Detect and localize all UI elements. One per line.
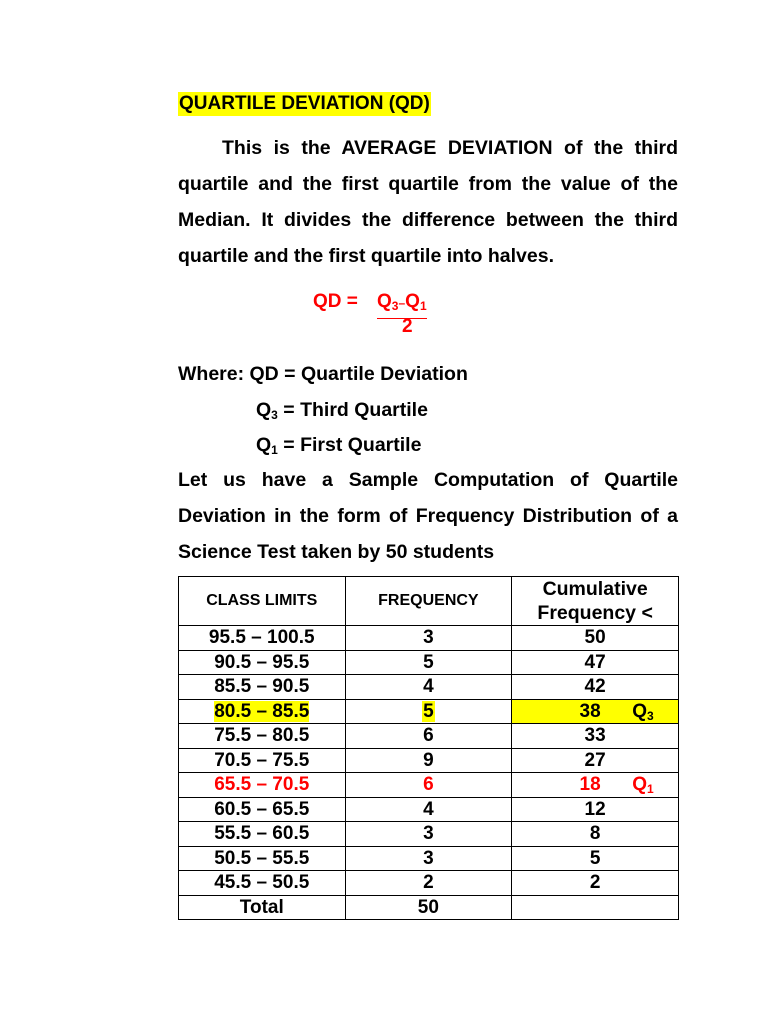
formula-q1-sub: 1 (419, 299, 427, 313)
cell-cumulative (512, 773, 679, 798)
formula-minus: – (398, 296, 406, 310)
definition-paragraph: This is the AVERAGE DEVIATION of the third quartile and the first quartile from the value of the Median. It divides the difference between the third quartile and the first quartile into halves. (178, 137, 678, 267)
q1-definition-text: = First Quartile (283, 434, 422, 456)
cell-cumulative (512, 675, 679, 700)
cell-class-limits: 75.5 – 80.5 (179, 724, 346, 749)
quartile-tag-letter: Q (632, 700, 648, 722)
header-frequency: FREQUENCY (345, 577, 512, 626)
table-row (179, 822, 679, 847)
where-line: Where: QD = Quartile Deviation (178, 363, 468, 385)
cell-cumulative (512, 699, 679, 724)
cell-class-limits (179, 699, 346, 724)
cell-cumulative (512, 822, 679, 847)
quartile-tag-letter: Q (632, 774, 648, 795)
cumulative-value: 38 (579, 700, 601, 722)
formula-lhs: QD = (313, 291, 358, 312)
table-row (179, 871, 679, 896)
total-value: 50 (345, 895, 512, 920)
quartile-tag-sub: 1 (647, 782, 654, 796)
cell-cumulative (512, 846, 679, 871)
cell-cumulative (512, 797, 679, 822)
cumulative-value: 50 (584, 627, 606, 648)
cell-frequency: 6 (345, 724, 512, 749)
cell-frequency: 2 (345, 871, 512, 896)
cell-cumulative (512, 748, 679, 773)
cell-frequency: 6 (345, 773, 512, 798)
cumulative-value: 33 (584, 725, 606, 746)
table-total-row (179, 895, 679, 920)
table-row (179, 797, 679, 822)
table-header-row (179, 577, 679, 626)
formula-q3-sub: 3 (391, 299, 399, 313)
table-row (179, 650, 679, 675)
q3-definition-text: = Third Quartile (283, 399, 428, 421)
q3-definition (256, 397, 428, 428)
cell-frequency: 4 (345, 675, 512, 700)
q3-class-limits: 80.5 – 85.5 (214, 700, 310, 722)
formula-q3: Q (377, 291, 392, 312)
quartile-tag-sub: 3 (647, 708, 654, 723)
total-label: Total (179, 895, 346, 920)
frequency-table (178, 576, 679, 920)
cell-class-limits: 85.5 – 90.5 (179, 675, 346, 700)
cell-frequency: 9 (345, 748, 512, 773)
cell-cumulative (512, 650, 679, 675)
cell-cumulative (512, 871, 679, 896)
header-cumulative-line1: Cumulative (542, 578, 648, 600)
header-cumulative (512, 577, 679, 626)
cell-frequency: 3 (345, 626, 512, 651)
table-row (179, 846, 679, 871)
cumulative-value: 8 (589, 823, 601, 844)
cell-cumulative (512, 724, 679, 749)
cumulative-value: 18 (579, 774, 601, 795)
q3-frequency: 5 (423, 700, 434, 722)
cell-class-limits: 50.5 – 55.5 (179, 846, 346, 871)
cell-class-limits: 60.5 – 65.5 (179, 797, 346, 822)
cumulative-value: 47 (584, 651, 606, 673)
cumulative-value: 27 (584, 749, 606, 771)
cell-class-limits: 90.5 – 95.5 (179, 650, 346, 675)
header-cumulative-line2: Frequency < (537, 602, 653, 624)
cumulative-value: 42 (584, 676, 606, 697)
total-cumulative-empty (512, 895, 679, 920)
section-heading: QUARTILE DEVIATION (QD) (179, 93, 430, 114)
q1-definition (256, 432, 421, 463)
cumulative-value: 2 (589, 872, 601, 893)
table-row (179, 724, 679, 749)
formula-q1: Q (405, 291, 420, 312)
cumulative-value: 12 (584, 798, 606, 820)
formula-denominator: 2 (402, 316, 413, 337)
cell-frequency: 3 (345, 822, 512, 847)
cell-class-limits: 95.5 – 100.5 (179, 626, 346, 651)
table-row (179, 773, 679, 798)
q1-symbol-sub: 1 (271, 443, 278, 457)
cell-frequency (345, 699, 512, 724)
cell-frequency: 3 (345, 846, 512, 871)
table-row (179, 626, 679, 651)
cell-class-limits: 65.5 – 70.5 (179, 773, 346, 798)
cell-class-limits: 55.5 – 60.5 (179, 822, 346, 847)
cell-class-limits: 70.5 – 75.5 (179, 748, 346, 773)
cell-class-limits: 45.5 – 50.5 (179, 871, 346, 896)
table-row (179, 748, 679, 773)
q1-symbol: Q (256, 434, 272, 456)
qd-formula (313, 290, 427, 337)
cumulative-value: 5 (589, 847, 601, 869)
table-row (179, 699, 679, 724)
header-class-limits: CLASS LIMITS (179, 577, 346, 626)
table-row (179, 675, 679, 700)
q3-symbol: Q (256, 399, 272, 421)
table-body (179, 626, 679, 920)
cell-cumulative (512, 626, 679, 651)
cell-frequency: 4 (345, 797, 512, 822)
sample-paragraph: Let us have a Sample Computation of Quartile Deviation in the form of Frequency Distribution of a Science Test taken by 50 students (178, 469, 678, 563)
q3-symbol-sub: 3 (271, 408, 278, 422)
cell-frequency: 5 (345, 650, 512, 675)
